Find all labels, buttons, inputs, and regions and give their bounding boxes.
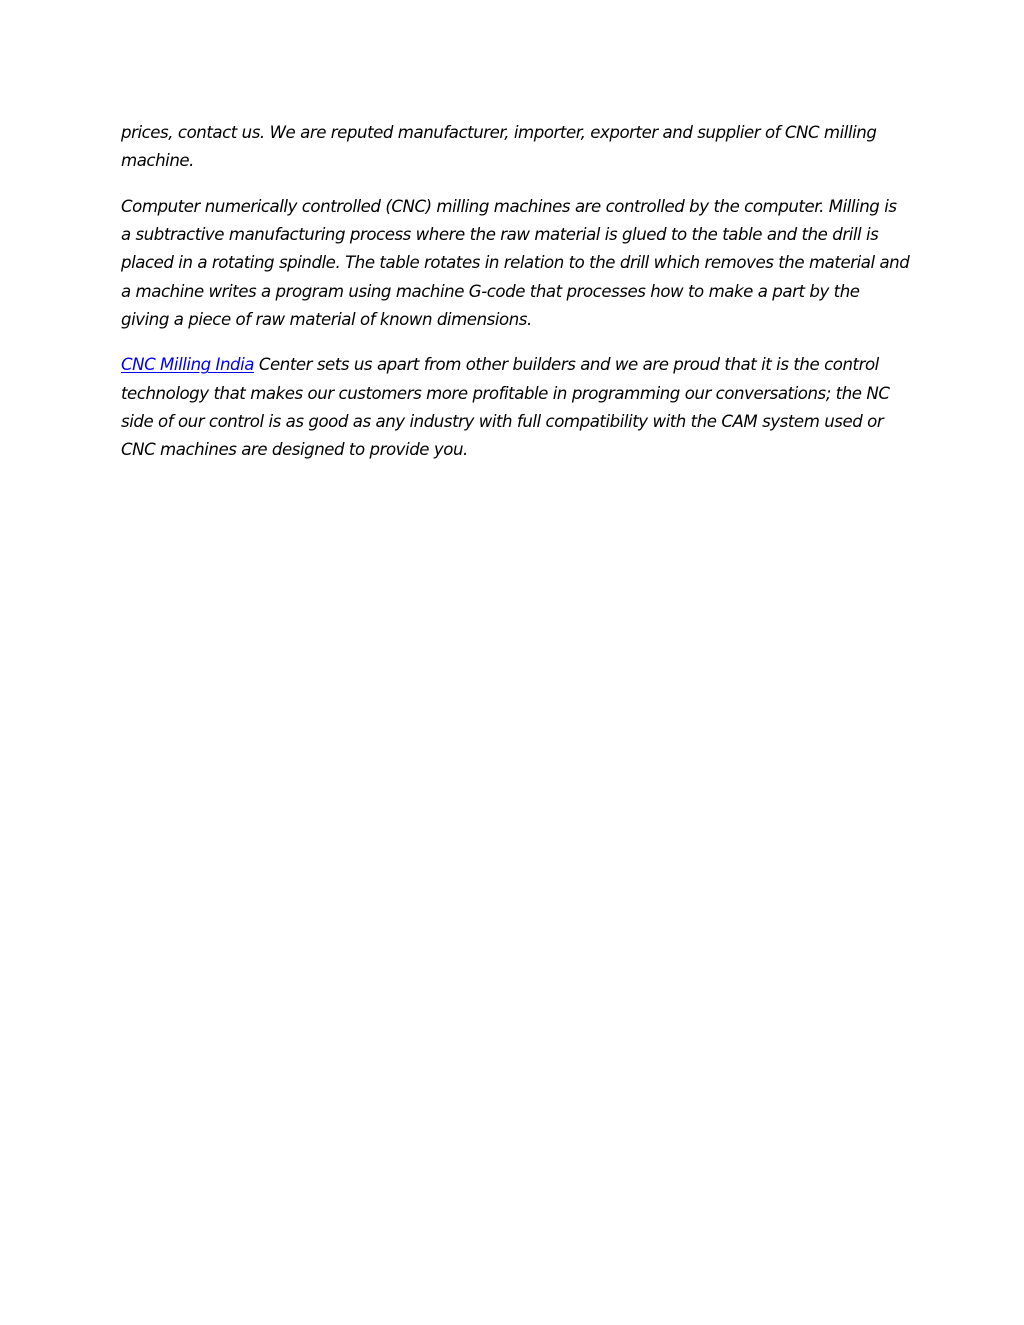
cnc-milling-india-link[interactable]: CNC Milling India [121,355,255,375]
paragraph-text: prices, contact us. We are reputed manufacturer, importer, exporter and supplier of CNC milling machine. [121,123,877,171]
paragraph-prices [121,119,911,175]
paragraph-text: Computer numerically controlled (CNC) milling machines are controlled by the computer. Milling is a subtractive manufacturing process where the raw material is glued to the table and the drill is placed in a rotating spindle. The table rotates in relation to the drill which removes the material and a machine writes a program using machine G-code that processes how to make a part by the giving a piece of raw material of known dimensions. [121,196,910,329]
document-body [121,119,911,482]
paragraph-cnc-milling-india [121,351,911,464]
paragraph-cnc-description [121,193,911,334]
paragraph-text: Center sets us apart from other builders and we are proud that it is the control technology that makes our customers more profitable in programming our conversations; the NC side of our control is as good as any industry with full compatibility with the CAM system used or CNC machines are designed to provide you. [121,355,890,460]
